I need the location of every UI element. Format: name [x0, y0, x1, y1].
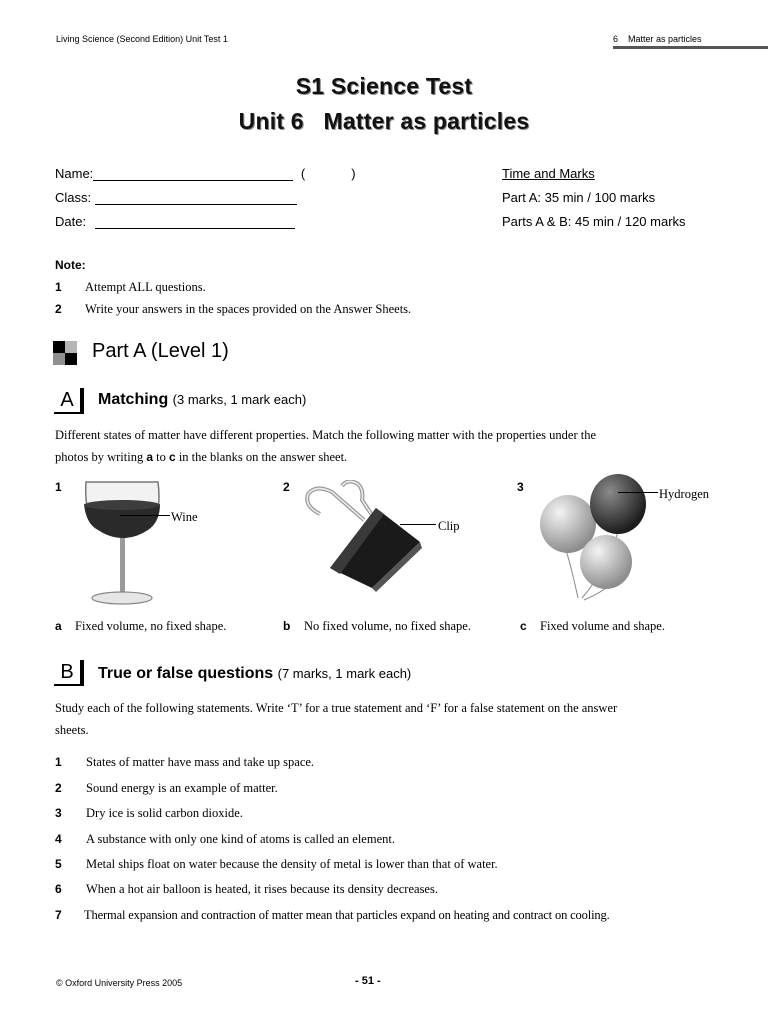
question-number: 4: [55, 832, 62, 846]
option-letter: c: [520, 619, 527, 633]
header-rule: [613, 46, 768, 49]
question-text: When a hot air balloon is heated, it rises because its density decreases.: [86, 882, 438, 896]
section-b-title: [98, 665, 411, 683]
section-a-letter: A: [54, 388, 84, 414]
time-marks-heading: Time and Marks: [502, 166, 595, 181]
question-text: Thermal expansion and contraction of matter mean that particles expand on heating and contract on cooling.: [84, 908, 610, 922]
test-title: S1 Science Test: [295, 73, 473, 99]
copyright-footer: © Oxford University Press 2005: [56, 978, 183, 988]
question-text: A substance with only one kind of atoms is called an element.: [86, 832, 395, 846]
unit-title: Unit 6 Matter as particles: [238, 108, 530, 134]
wine-glass-photo: [78, 474, 168, 610]
note-item: Write your answers in the spaces provided on the Answer Sheets.: [85, 302, 412, 316]
binder-clip-photo: [302, 480, 426, 594]
date-label: Date:: [55, 214, 87, 229]
class-number-paren-open: (: [300, 166, 306, 181]
question-number: 3: [55, 806, 62, 820]
balloons-photo: [536, 470, 654, 604]
name-field: [55, 166, 356, 181]
name-label: Name:: [55, 166, 94, 181]
part-a-title: Part A (Level 1): [92, 340, 229, 362]
wine-label-line: [120, 515, 170, 516]
section-b-marks: (7 marks, 1 mark each): [277, 666, 412, 681]
question-text: Sound energy is an example of matter.: [86, 781, 278, 795]
section-b-heading: True or false questions: [98, 665, 274, 682]
section-a-instruction-line2: photos by writing a to c in the blanks on the answer sheet.: [55, 450, 348, 464]
photo-label: Clip: [438, 519, 460, 533]
running-header-left: Living Science (Second Edition) Unit Test 1: [56, 34, 228, 44]
time-marks-parts-ab: Parts A & B: 45 min / 120 marks: [502, 214, 686, 229]
date-field: [55, 214, 295, 229]
hydrogen-label-line: [618, 492, 658, 493]
option-letter: a: [55, 619, 62, 633]
question-number: 5: [55, 857, 62, 871]
option-text: No fixed volume, no fixed shape.: [304, 619, 471, 633]
time-marks-part-a: Part A: 35 min / 100 marks: [502, 190, 656, 205]
question-number: 6: [55, 882, 62, 896]
option-letter: b: [283, 619, 291, 633]
section-b-instruction-line1: Study each of the following statements. Write ‘T’ for a true statement and ‘F’ for a false statement on the answer: [55, 701, 618, 715]
photo-number: 3: [517, 480, 524, 494]
class-blank[interactable]: [95, 191, 297, 205]
question-number: 7: [55, 908, 62, 922]
page-number: - 51 -: [355, 975, 381, 987]
question-number: 2: [55, 781, 62, 795]
section-a-instruction-line1: Different states of matter have different properties. Match the following matter with the properties under the: [55, 428, 597, 442]
section-a-marks: (3 marks, 1 mark each): [172, 392, 307, 407]
photo-label: Hydrogen: [659, 487, 709, 501]
class-label: Class:: [55, 190, 92, 205]
name-blank[interactable]: [93, 167, 293, 181]
part-icon: [53, 341, 79, 367]
option-text: Fixed volume and shape.: [540, 619, 665, 633]
photo-number: 2: [283, 480, 290, 494]
note-item: Attempt ALL questions.: [85, 280, 206, 294]
running-header-right: 6 Matter as particles: [613, 34, 702, 44]
note-number: 2: [55, 302, 62, 316]
question-text: Metal ships float on water because the density of metal is lower than that of water.: [86, 857, 498, 871]
question-text: Dry ice is solid carbon dioxide.: [86, 806, 243, 820]
section-a-title: [98, 391, 306, 409]
section-a-heading: Matching: [98, 391, 169, 408]
class-field: [55, 190, 297, 205]
question-text: States of matter have mass and take up space.: [86, 755, 315, 769]
question-number: 1: [55, 755, 62, 769]
date-blank[interactable]: [95, 215, 295, 229]
section-b-instruction-line2: sheets.: [55, 723, 89, 737]
section-b-letter: B: [54, 660, 84, 686]
photo-number: 1: [55, 480, 62, 494]
photo-label: Wine: [171, 510, 198, 524]
note-number: 1: [55, 280, 62, 294]
clip-label-line: [400, 524, 436, 525]
note-label: Note:: [55, 258, 86, 272]
class-number-paren-close: ): [351, 166, 356, 181]
option-text: Fixed volume, no fixed shape.: [75, 619, 227, 633]
